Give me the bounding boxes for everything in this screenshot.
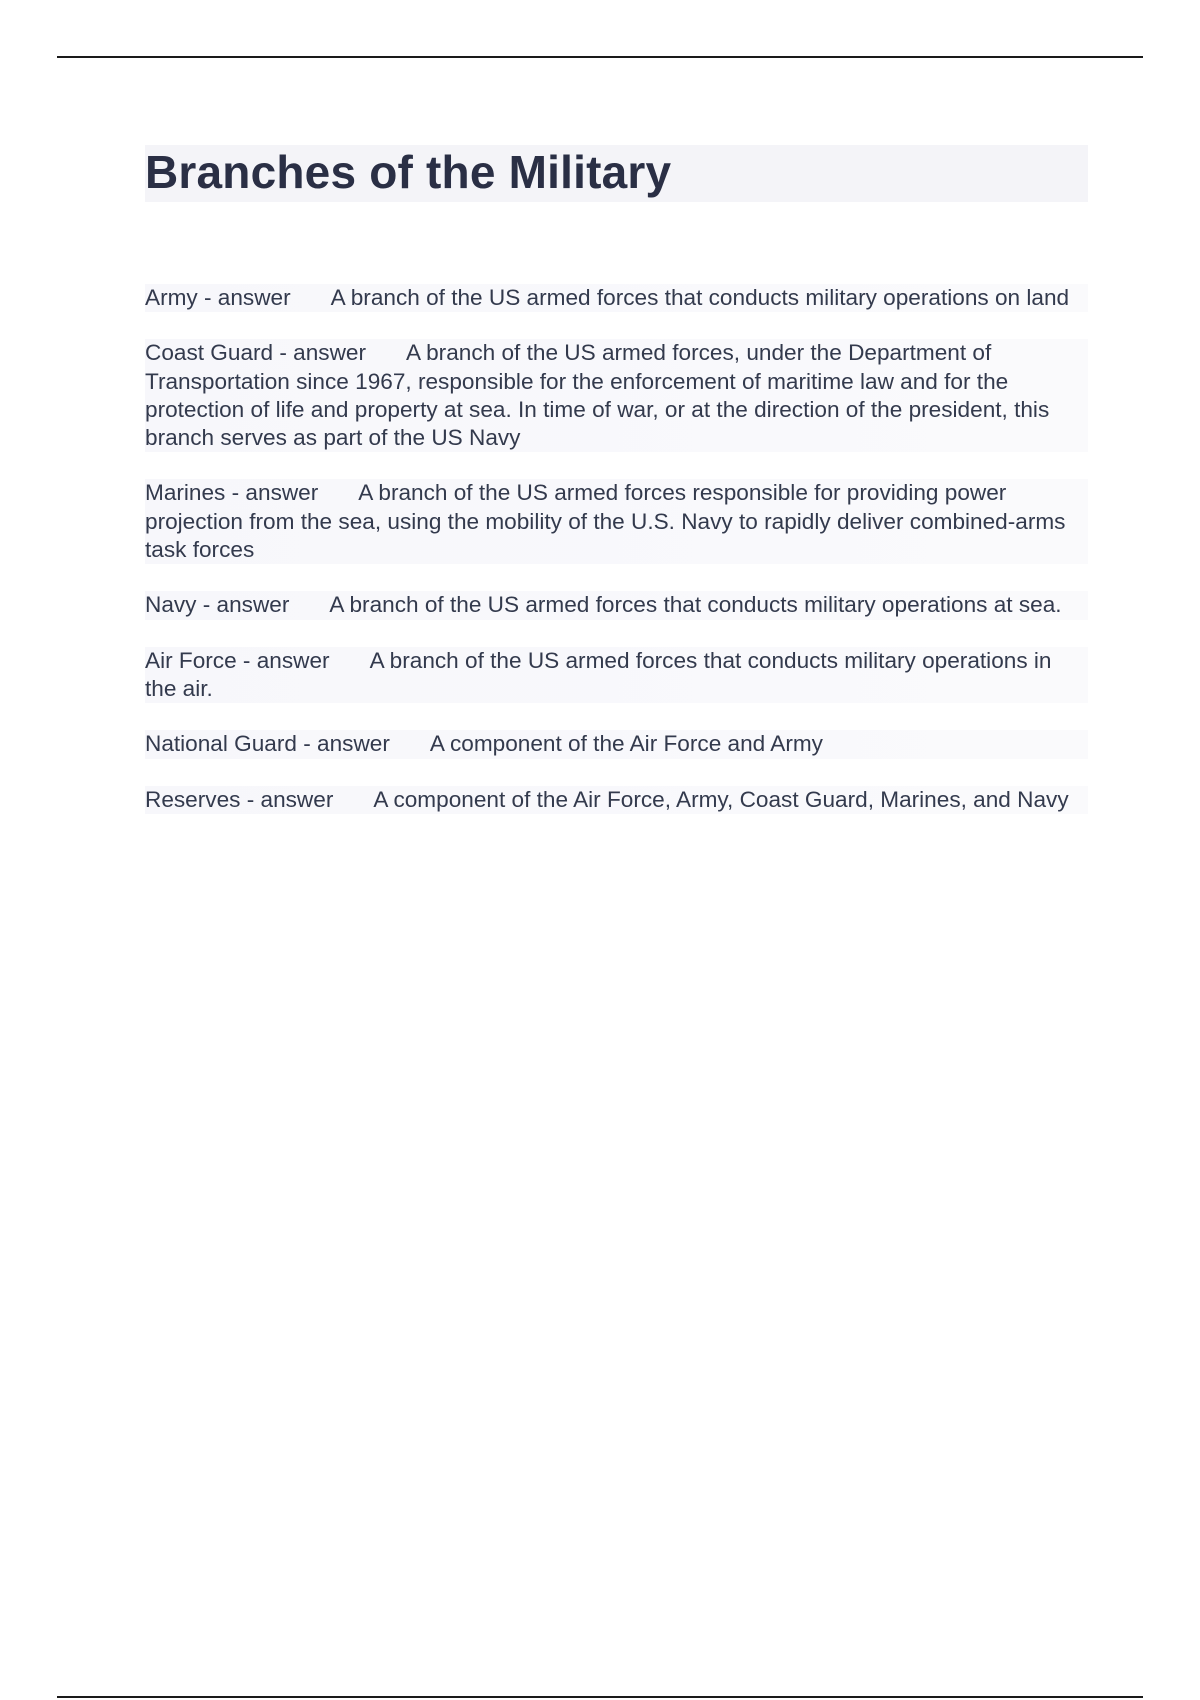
entry-army xyxy=(145,284,1088,312)
entry-definition: A component of the Air Force, Army, Coast Guard, Marines, and Navy xyxy=(373,786,1069,812)
bottom-rule xyxy=(57,1696,1143,1698)
entry-reserves xyxy=(145,786,1088,814)
entry-air-force xyxy=(145,647,1088,704)
entry-marines xyxy=(145,479,1088,564)
entry-definition: A branch of the US armed forces responsible for providing power projection from the sea, using the mobility of the U.S. Navy to rapidly deliver combined-arms task forces xyxy=(145,480,1066,563)
entry-term: Army - answer xyxy=(145,285,291,310)
entry-term: Air Force - answer xyxy=(145,647,330,673)
top-rule xyxy=(57,56,1143,58)
entry-term: Reserves - answer xyxy=(145,786,334,812)
entry-definition: A branch of the US armed forces that conducts military operations on land xyxy=(330,285,1070,310)
entry-list xyxy=(145,284,1088,841)
page-title: Branches of the Military xyxy=(145,146,672,198)
entry-term: National Guard - answer xyxy=(145,731,390,757)
entry-coast-guard xyxy=(145,339,1088,452)
entry-definition: A branch of the US armed forces that conducts military operations in the air. xyxy=(145,647,1052,701)
entry-navy xyxy=(145,591,1088,619)
entry-definition: A branch of the US armed forces, under the Department of Transportation since 1967, responsible for the enforcement of maritime law and for the protection of life and property at sea. In time of war, or at the direction of the president, this branch serves as part of the US Navy xyxy=(145,340,1050,451)
entry-definition: A branch of the US armed forces that conducts military operations at sea. xyxy=(329,592,1062,618)
entry-national-guard xyxy=(145,730,1088,758)
entry-definition: A component of the Air Force and Army xyxy=(429,731,823,757)
entry-term: Coast Guard - answer xyxy=(145,340,367,366)
entry-term: Marines - answer xyxy=(145,480,319,506)
entry-term: Navy - answer xyxy=(145,592,290,618)
